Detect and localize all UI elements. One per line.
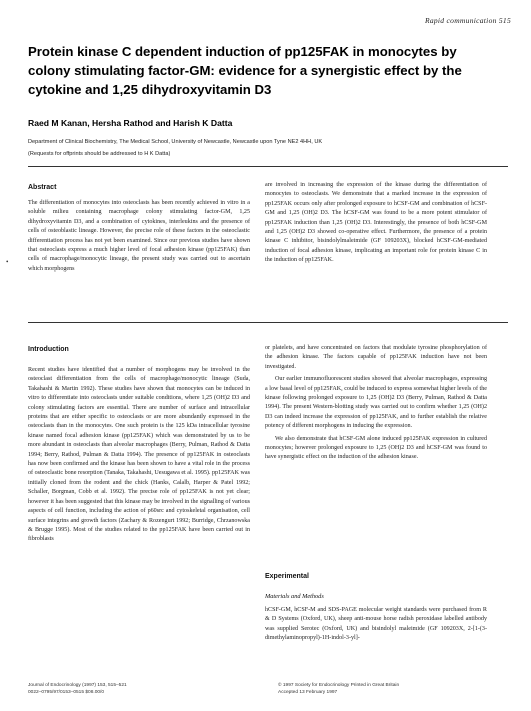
materials-text: hCSF-GM, hCSF-M and SDS-PAGE molecular weight standards were purchased from R & D Systems (Oxford, UK), sheep anti-mouse horse radish peroxidase labelled antibody was supplied Serotec (Oxford, UK) and bisindolyl maleimide (GF 109203X, 2-[1-(3-dimethylaminopropyl)-1H-indol-3-yl]- xyxy=(265,607,487,642)
page-footer xyxy=(28,682,508,696)
margin-mark: • xyxy=(6,258,9,266)
abstract-right-text: are involved in increasing the expression of the kinase during the differentiation of monocytes to osteoclasts. We demonstrate that a marked increase in the expression of pp125FAK occurs only after prolonged exposure to hCSF-GM and combination of hCSF-GM and 1,25 (OH)2 D3. The hCSF-GM was found to be a more potent stimulator of pp125FAK induction than 1,25 (OH)2 D3. Interestingly, the presence of both hCSF-GM and 1,25 (OH)2 D3 showed co-operative effect. Furthermore, the presence of a protein kinase C inhibitor, bisindolylmaleimide (GF 109203X), blocked hCSF-GM-mediated induction of focal adhesion kinase, implicating an important role for protein kinase C in the induction of pp125FAK. xyxy=(265,182,487,264)
abstract-right-column xyxy=(265,181,487,269)
introduction-right-column xyxy=(265,344,487,466)
running-head: Rapid communication 515 xyxy=(424,16,511,25)
footer-right xyxy=(278,682,399,696)
authors: Raed M Kanan, Hersha Rathod and Harish K Datta xyxy=(28,118,233,128)
experimental-heading: Experimental xyxy=(265,573,309,580)
title-line-1: Protein kinase C dependent induction of pp125FAK in monocytes by xyxy=(28,44,457,59)
introduction-heading: Introduction xyxy=(28,346,69,353)
introduction-paragraph-3: Our earlier immunofluorescent studies showed that alveolar macrophages, expressing a low basal level of pp125FAK, could be induced to express somewhat higher levels of the kinase following prolonged exposure to 1,25 (OH)2 D3 (Berry, Pulman, Rathod & Datta 1994). The present Western-blotting study was carried out to confirm whether 1,25 (OH)2 D3 can indeed increase the expression of pp125FAK, and to further establish the relative potency of different morphogens in inducing the expression. xyxy=(265,376,487,430)
article-title xyxy=(28,42,508,99)
footer-copyright: © 1997 Society for Endocrinology Printed in Great Britain xyxy=(278,683,400,688)
footer-accepted: Accepted 13 February 1997 xyxy=(278,690,338,695)
abstract-left-text: The differentiation of monocytes into osteoclasts has been recently achieved in vitro in a soluble milieu containing macrophage colony stimulating factor-GM, 1,25 dihydroxyvitamin D3, and a combination of cytokines, interleukins and the presence of cells of osteoblastic lineage. However, the precise role of these factors in the osteoclastic differentiation process has not yet been examined. Since our previous studies have shown that osteoclasts express a much higher level of focal adhesion kinase (pp125FAK) than cells of macrophage/monocytic lineage, the present study was carried out to ascertain which morphogens xyxy=(28,200,250,272)
abstract-rule xyxy=(28,322,508,323)
introduction-paragraph-4: We also demonstrate that hCSF-GM alone induced pp125FAK expression in cultured monocytes; however prolonged exposure to 1,25 (OH)2 D3 and hCSF-GM was found to have synergistic effect on the induction of the adhesion kinase. xyxy=(265,435,487,461)
header-rule xyxy=(28,166,508,167)
correspondence-note: (Requests for offprints should be addressed to H K Datta) xyxy=(28,151,171,157)
introduction-paragraph-2: or platelets, and have concentrated on factors that modulate tyrosine phosphorylation of the adhesion kinase. The factors capable of pp125FAK induction have not been investigated. xyxy=(265,345,487,370)
abstract-heading: Abstract xyxy=(28,184,57,191)
footer-citation: Journal of Endocrinology (1997) 153, 515–521 xyxy=(28,683,127,688)
experimental-column xyxy=(265,606,487,647)
introduction-left-column xyxy=(28,366,250,548)
title-line-2: colony stimulating factor-GM: evidence for a synergistic effect by the xyxy=(28,63,462,78)
abstract-left-column xyxy=(28,199,250,277)
footer-issn: 0022–0795/97/0153–0515 $08.00/0 xyxy=(28,690,105,695)
affiliation: Department of Clinical Biochemistry, The Medical School, University of Newcastle, Newcastle upon Tyne NE2 4HH, UK xyxy=(28,139,323,145)
introduction-paragraph-1: Recent studies have identified that a number of morphogens may be involved in the osteoclast differentiation from the cells of macrophage/monocytic lineage (Suda, Takahashi & Martin 1992). These studies have shown that monocytes can be induced in vitro to differentiate into osteoclasts under suitable conditions, where 1,25 (OH)2 D3 and colony stimulating factors are essential. There are number of surface and intracellular proteins that are either specific to osteoclasts or are more abundantly expressed in the osteoclasts than in the monocytes. One such protein is the 125 kDa intracellular tyrosine kinase named focal adhesion kinase (pp125FAK) which was demonstrated by us to be more abundant in osteoclasts than alveolar macrophages (Berry, Pulman, Rathod & Datta 1994; Berry, Rathod, Pulman & Datta 1994). The presence of pp125FAK in osteoclasts has now been confirmed and the kinase has been shown to have a vital role in the process of osteoclastic bone resorption (Tanaka, Takahashi, Uesugawa et al. 1995). pp125FAK was initially cloned from the rodent and the chick (Hanks, Calalb, Harper & Patel 1992; Schaller, Borgman, Cobb et al. 1992). The precise role of pp125FAK is not yet clear; however it has been suggested that this kinase may be involved in the signalling of various aspects of cell function, including the action of p60src and cytoskeletal organisation, cell surface integrins and growth factors (Zachary & Rozengurt 1992; Burridge, Chrzanowska & Brugge 1995). Most of the studies related to the pp125FAK have been carried out in fibroblasts xyxy=(28,367,250,543)
title-line-3: cytokine and 1,25 dihydroxyvitamin D3 xyxy=(28,82,272,97)
materials-methods-subheading: Materials and Methods xyxy=(265,593,324,600)
